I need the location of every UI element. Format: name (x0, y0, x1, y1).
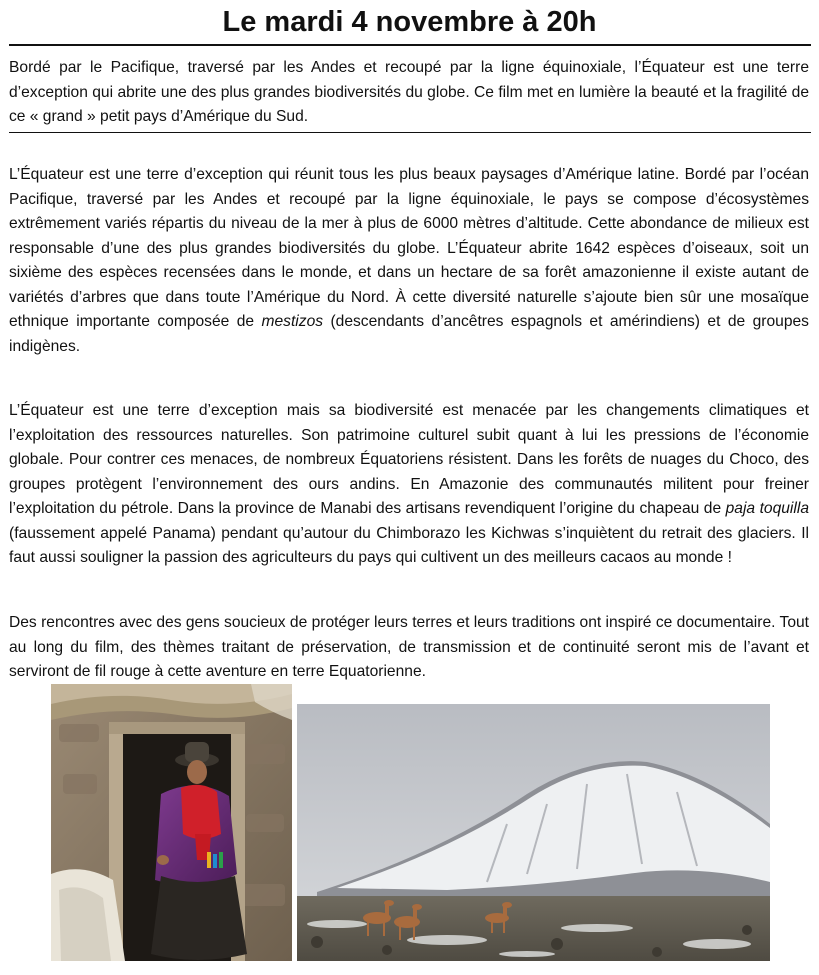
paragraph-text: L’Équateur est une terre d’exception qui réunit tous les plus beaux paysages d’Amérique latine. Bordé par l’océan Pacifique, traversé par les Andes et recoupé par la ligne équinoxiale, le pays se compose d’écosystèmes extrêmement variés répartis du niveau de la mer à plus de 6000 mètres d’altitude. Cette abondance de milieux est responsable d’une des plus grandes biodiversités du globe. L’Équateur abrite 1642 espèces d’oiseaux, soit un sixième des espèces recensées dans le monde, et dans un hectare de sa forêt amazonienne il existe autant de variétés d’arbres que dans toute l’Amérique du Nord. À cette diversité naturelle s’ajoute bien sûr une mosaïque ethnique importante composée de (9, 166, 809, 330)
page-title: Le mardi 4 novembre à 20h (222, 6, 597, 38)
paragraph-text: (faussement appelé Panama) pendant qu’autour du Chimborazo les Kichwas s’inquiètent du retrait des glaciers. Il faut aussi souligner la passion des agriculteurs du pays qui cultivent un des meilleurs cacaos au monde ! (9, 524, 809, 566)
paragraph-text: (descendants d’ancêtres espagnols et amérindiens) et de groupes indigènes. (9, 313, 809, 355)
paragraph-threats (9, 399, 809, 571)
italic-term: mestizos (261, 313, 324, 330)
paragraph-text: L’Équateur est une terre d’exception mais sa biodiversité est menacée par les changements climatiques et l’exploitation des ressources naturelles. Son patrimoine culturel subit quant à lui les pressions de l’économie globale. Pour contrer ces menaces, de nombreux Équatoriens résistent. Dans les forêts de nuages du Choco, des groupes protègent l’environnement des ours andins. En Amazonie des communautés militent pour freiner l’exploitation du pétrole. Dans la province de Manabi des artisans revendiquent l’origine du chapeau de (9, 402, 809, 517)
title-divider (9, 44, 811, 46)
photo-andean-woman-doorway (51, 684, 292, 961)
photo-chimborazo-vicunas (297, 704, 770, 961)
intro-divider (9, 132, 811, 133)
paragraph-documentary: Des rencontres avec des gens soucieux de protéger leurs terres et leurs traditions ont inspiré ce documentaire. Tout au long du film, des thèmes traitant de préservation, de transmission et de continuité seront mis de l’avant et serviront de fil rouge à cette aventure en terre Equatorienne. (9, 614, 809, 680)
intro-summary: Bordé par le Pacifique, traversé par les Andes et recoupé par la ligne équinoxiale, l’Équateur est une terre d’exception qui abrite une des plus grandes biodiversités du globe. Ce film met en lumière la beauté et la fragilité de ce « grand » petit pays d’Amérique du Sud. (9, 59, 809, 125)
italic-term: paja toquilla (725, 500, 809, 517)
photo-andean-woman-illustration (51, 684, 292, 961)
paragraph-landscapes (9, 163, 809, 359)
photo-chimborazo-illustration (297, 704, 770, 961)
